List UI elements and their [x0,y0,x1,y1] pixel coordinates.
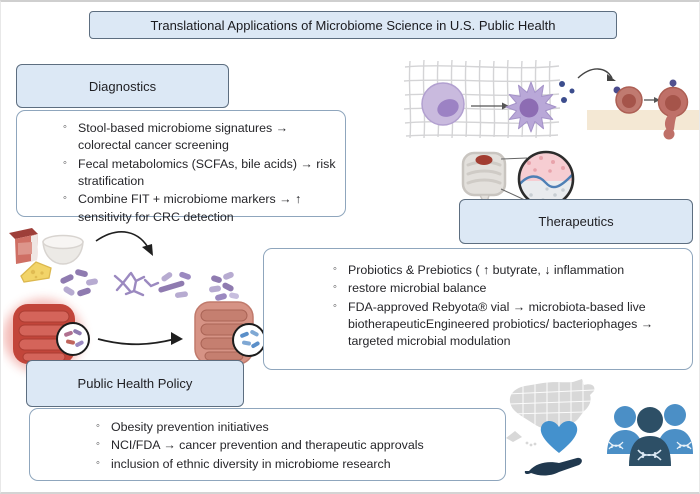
therapeutics-header [459,199,693,244]
bullet-item: ◦ Stool-based microbiome signatures → colorectal cancer screening [78,120,337,155]
page-title: Translational Applications of Microbiome Science in U.S. Public Health [150,17,556,33]
signal-dots-icon [559,81,575,103]
bullet-item: ◦ NCI/FDA → cancer prevention and therapeutic approvals [111,437,495,454]
heart-in-hand-icon [525,421,582,475]
invading-cell-icon [659,80,688,140]
dysbiosis-magnifier-icon [57,323,89,355]
therapeutics-bullet-list [348,262,682,351]
diagnostics-header [16,64,229,108]
therapeutics-content-box [263,248,693,370]
gray-gut-icon [463,153,505,203]
bacteria-cluster-icon [158,271,192,298]
bacteria-cluster-icon [59,269,98,297]
arrow-icon [98,339,175,344]
eubiosis-magnifier-icon [233,324,265,356]
title-box [89,11,617,39]
bowl-icon [43,236,83,265]
policy-content-box [29,408,506,481]
immune-cells-illustration [401,57,700,142]
policy-illustration [503,374,699,486]
tumor-spot-icon [476,155,493,165]
dendritic-cell-icon [506,82,556,132]
callout-line [501,158,527,159]
bullet-item: ◦ Obesity prevention initiatives [111,419,495,436]
bullet-item: ◦ Fecal metabolomics (SCFAs, bile acids) → risk stratification [78,156,337,191]
policy-header [26,360,244,407]
arrowhead-icon [607,74,616,81]
bullet-item: ◦ FDA-approved Rebyota® vial → microbiota-based live biotherapeuticEngineered probiotics/ bacteriophages → targeted microbial modulation [348,299,682,351]
curved-arrow-icon [578,69,612,78]
diagnostics-bullet-list [78,120,337,226]
bullet-item: ◦ Probiotics & Prebiotics ( ↑ butyrate, ↓ inflammation [348,262,682,279]
bacteria-cluster-icon [209,271,240,301]
tumor-cell-icon [614,87,643,114]
bullet-item: ◦ restore microbial balance [348,280,682,297]
bullet-item: ◦ Combine FIT + microbiome markers → ↑ sensitivity for CRC detection [78,191,337,226]
arrowhead-icon [142,244,153,256]
diagnostics-content-box [16,110,346,224]
policy-label: Public Health Policy [77,376,193,391]
curved-arrow-icon [96,232,150,251]
bacteria-filament-icon [115,273,158,295]
people-dna-icon [607,404,693,466]
policy-bullet-list [111,419,495,473]
cheese-icon [21,262,51,282]
arrowhead-icon [171,332,183,345]
therapeutics-label: Therapeutics [538,214,614,229]
diagnostics-label: Diagnostics [88,78,157,94]
yogurt-icon [9,228,38,264]
bullet-item: ◦ inclusion of ethnic diversity in microbiome research [111,456,495,473]
monocyte-cell-icon [422,83,464,125]
